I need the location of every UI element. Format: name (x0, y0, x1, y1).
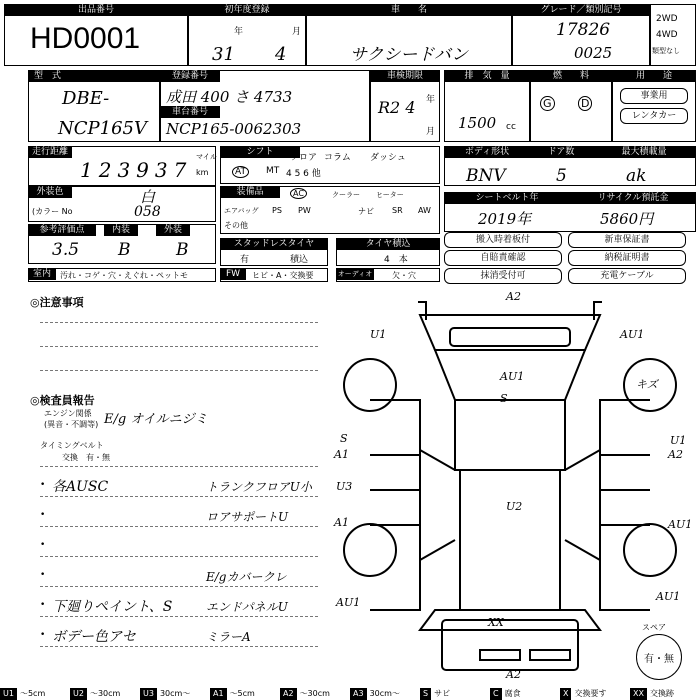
fuel-g-circle: G (540, 96, 555, 111)
recycle-label: リサイクル預託金 (570, 192, 696, 204)
legend-item (140, 688, 193, 700)
spare-value: 有・無 (644, 654, 674, 665)
chassis-label: 車台番号 (160, 106, 220, 118)
engine-note: E/g オイルニジミ (104, 412, 208, 427)
note-item-right: トランクフロアU小 (206, 480, 312, 494)
document-status-button: 納税証明書 (568, 250, 686, 266)
score-label: 参考評価点 (28, 224, 96, 236)
damage-label: AU1 (656, 590, 681, 603)
note-line (40, 556, 318, 557)
note-line (40, 646, 318, 647)
legend-key: U3 (140, 688, 157, 700)
legend-key: S (420, 688, 431, 700)
damage-label: U1 (370, 328, 387, 341)
damage-label: AU1 (500, 370, 525, 383)
damage-label: A2 (506, 290, 521, 303)
equip-ac (290, 188, 307, 199)
spare-label: スペア (642, 623, 666, 632)
lot-label: 出品番号 (4, 4, 188, 16)
legend-key: A1 (210, 688, 227, 700)
model-value-1: DBE- (62, 88, 110, 109)
note-line (40, 346, 318, 347)
document-status-button: 搬入時着板付 (444, 232, 562, 248)
note-item-right: エンドパネルU (206, 600, 288, 614)
capacity-value: ak (626, 166, 647, 186)
inspection-month-unit: 月 (426, 127, 436, 137)
legend-key: A2 (280, 688, 297, 700)
fw-options: ヒビ・A・交換要 (252, 271, 314, 280)
mileage-value: 123937 (80, 158, 193, 182)
damage-label: AU1 (620, 328, 645, 341)
note-line (40, 496, 318, 497)
mileage-unit-mile: マイル (196, 153, 217, 161)
interior-label: 内装 (104, 224, 138, 236)
note-item: 下廻りペイント、S (52, 599, 173, 615)
use-label: 用 途 (612, 70, 696, 82)
lot-number: HD0001 (30, 22, 141, 55)
drive-2wd: 2WD (656, 14, 678, 24)
note-line (40, 322, 318, 323)
inspection-year-unit: 年 (426, 95, 436, 105)
equip-nav: ナビ (358, 207, 374, 216)
exterior-value: 白 (140, 188, 156, 206)
note-bullet: • (40, 540, 46, 550)
damage-label: A2 (668, 448, 683, 461)
legend-value: 30cm～ (369, 689, 400, 698)
damage-label: AU1 (668, 518, 693, 531)
use-commercial: 事業用 (620, 88, 688, 104)
body-value: BNV (466, 166, 506, 186)
shift-type-label: 類型なし (652, 47, 680, 55)
timing-sub: 交換 有・無 (62, 453, 110, 462)
color-no-label: (カラー No (32, 207, 73, 216)
shift-floor: フロア (290, 153, 318, 163)
equip-other: その他 (224, 221, 248, 230)
inspector-line (40, 466, 318, 467)
legend-item (0, 688, 48, 700)
legend-value: ～30cm (299, 689, 330, 698)
reg-no-value: 成田 400 さ 4733 (166, 88, 293, 106)
interior-notes: 汚れ・コゲ・穴・えぐれ・ペットモ (60, 271, 188, 280)
fw-label: FW (220, 268, 246, 280)
interior-notes-label: 室内 (28, 268, 56, 280)
inspector-title: ◎検査員報告 (30, 394, 95, 407)
exterior-grade-value: B (176, 240, 189, 260)
damage-label: XX (488, 616, 504, 629)
mileage-label: 走行距離 (28, 146, 72, 158)
damage-label: A1 (334, 448, 349, 461)
mileage-unit-km: km (196, 168, 209, 177)
grade-value-2: 0025 (574, 44, 613, 62)
month-unit: 月 (292, 27, 302, 37)
legend-key: U1 (0, 688, 17, 700)
legend-value: 交換要す (574, 689, 607, 698)
timing-label: タイミングベルト (40, 441, 104, 450)
exterior-grade-label: 外装 (156, 224, 190, 236)
document-status-button: 新車保証書 (568, 232, 686, 248)
studless-label: スタッドレスタイヤ (220, 238, 328, 250)
note-bullet: • (40, 600, 46, 610)
grade-value-1: 17826 (556, 20, 611, 40)
document-status-button: 自賠責確認 (444, 250, 562, 266)
equip-aircon: エアバッグ (224, 207, 259, 215)
damage-label: S (340, 432, 348, 445)
legend-value: 30cm～ (159, 689, 191, 698)
inspection-value: R2 4 (378, 98, 416, 117)
damage-label: U1 (670, 434, 687, 447)
legend-item (630, 688, 677, 700)
legend-item (350, 688, 403, 700)
displacement-label: 排 気 量 (444, 70, 530, 82)
legend-value: ～5cm (19, 689, 46, 698)
legend-key: C (490, 688, 502, 700)
equip-pw: PW (298, 206, 311, 215)
year-unit: 年 (234, 27, 244, 37)
seatbelt-value: 2019年 (478, 210, 532, 228)
shift-at (232, 166, 249, 178)
equipment-label: 装備品 (220, 186, 280, 198)
grade-label: グレード／類別記号 (512, 4, 650, 16)
damage-label: キズ (636, 378, 658, 391)
legend-item (560, 688, 609, 700)
car-name-value: サクシードバン (350, 45, 468, 65)
equip-cooler: クーラー (332, 191, 360, 199)
interior-value: B (118, 240, 131, 260)
legend-value: 交換跡 (649, 689, 674, 698)
use-rental: レンタカー (620, 108, 688, 124)
fuel-g (540, 96, 555, 111)
doors-label: ドア数 (530, 146, 592, 158)
legend-key: X (560, 688, 571, 700)
note-line (40, 526, 318, 527)
legend-item (70, 688, 123, 700)
note-item: ボデー色アセ (52, 629, 136, 645)
note-bullet: • (40, 570, 46, 580)
equip-sr: SR (392, 206, 403, 215)
shift-column: コラム (324, 153, 351, 163)
note-item: 各AUSC (52, 479, 109, 495)
fuel-label: 燃 料 (530, 70, 612, 82)
equip-heater: ヒーター (376, 191, 404, 199)
drive-4wd: 4WD (656, 30, 678, 40)
document-status-button: 抹消受付可 (444, 268, 562, 284)
body-label: ボディ形状 (444, 146, 530, 158)
note-bullet: • (40, 630, 46, 640)
damage-label: U3 (336, 480, 353, 493)
note-line (40, 586, 318, 587)
first-reg-label: 初年度登録 (188, 4, 306, 16)
tire-label: タイヤ積込 (336, 238, 440, 250)
displacement-unit: cc (506, 122, 516, 132)
fuel-d-circle: D (578, 96, 592, 111)
capacity-label: 最大積載量 (592, 146, 696, 158)
engine-label: エンジン関係 (異音・不調等) (44, 409, 99, 429)
note-bullet: • (40, 480, 46, 490)
inspection-label: 車検期限 (370, 70, 440, 82)
damage-label: A2 (506, 668, 521, 681)
legend-value: サビ (434, 689, 451, 698)
damage-label: S (500, 392, 508, 405)
shift-label: シフト (220, 146, 300, 158)
legend-value: ～30cm (89, 689, 121, 698)
seatbelt-label: シートベルト年 (444, 192, 570, 204)
legend-key: A3 (350, 688, 367, 700)
damage-label: AU1 (336, 596, 361, 609)
car-name-label: 車 名 (306, 4, 512, 16)
legend-item (490, 688, 524, 700)
displacement-value: 1500 (458, 114, 497, 132)
exterior-label: 外装色 (28, 186, 72, 198)
damage-label: A1 (334, 516, 349, 529)
recycle-value: 5860円 (600, 210, 654, 228)
legend-key: U2 (70, 688, 87, 700)
equip-ac-circle: AC (290, 188, 307, 199)
legend-item (420, 688, 453, 700)
studless-option: 有 (240, 255, 250, 265)
legend-key: XX (630, 688, 647, 700)
note-item-right: E/gカバークレ (206, 570, 287, 584)
doors-value: 5 (556, 166, 567, 186)
reg-no-label: 登録番号 (160, 70, 220, 82)
shift-dash: ダッシュ (370, 153, 406, 163)
tire-value: 4 本 (384, 255, 408, 265)
legend-value: ～5cm (229, 689, 255, 698)
note-bullet: • (40, 510, 46, 520)
audio-options: 欠・穴 (392, 271, 416, 280)
first-reg-month: 4 (275, 44, 287, 65)
color-no-value: 058 (134, 204, 161, 220)
model-label: 型 式 (28, 70, 160, 82)
chassis-value: NCP165-0062303 (166, 120, 302, 138)
damage-label: U2 (506, 500, 523, 513)
document-status-button: 充電ケーブル (568, 268, 686, 284)
note-line (40, 616, 318, 617)
shift-gears: 4 5 6 他 (286, 169, 321, 179)
legend-value: 腐食 (504, 689, 521, 698)
equip-aw: AW (418, 206, 431, 215)
first-reg-year: 31 (212, 44, 235, 65)
studless-loaded: 積込 (290, 255, 309, 265)
notes-title: ◎注意事項 (30, 296, 84, 309)
legend-item (210, 688, 258, 700)
note-line (40, 370, 318, 371)
audio-label: オーディオ (337, 270, 373, 278)
fuel-d (578, 96, 592, 111)
equip-ps: PS (272, 206, 282, 215)
shift-mt: MT (266, 166, 280, 176)
note-item-right: ミラーA (206, 630, 251, 644)
shift-at-circle: AT (232, 166, 249, 178)
note-item-right: ロアサポートU (206, 510, 289, 524)
legend-item (280, 688, 333, 700)
score-value: 3.5 (52, 240, 80, 260)
model-value-2: NCP165V (58, 118, 147, 139)
